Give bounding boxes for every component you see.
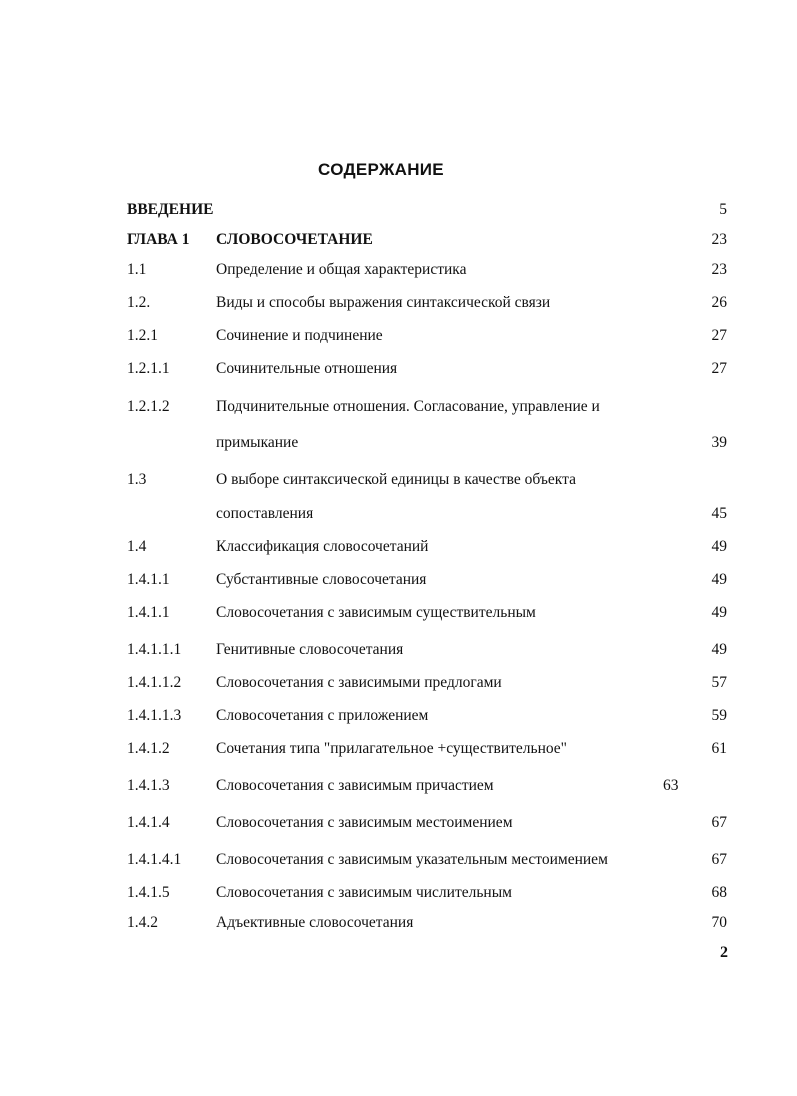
- toc-entry-page: 70: [711, 914, 727, 931]
- toc-entry-page: 23: [711, 231, 727, 248]
- toc-entry-number: 1.2.1.2: [127, 398, 170, 415]
- page-number: 2: [720, 944, 728, 961]
- toc-entry-title: Сочинительные отношения: [216, 360, 398, 377]
- toc-entry-title: СЛОВОСОЧЕТАНИЕ: [216, 231, 373, 248]
- toc-entry-number: 1.4.1.1: [127, 571, 170, 588]
- toc-entry-page: 27: [711, 360, 727, 377]
- toc-entry-number: 1.4.1.4: [127, 814, 170, 831]
- toc-entry-number: 1.4.1.1.3: [127, 707, 182, 724]
- toc-entry-number: 1.4.1.3: [127, 777, 170, 794]
- toc-entry-number: 1.2.1: [127, 327, 158, 344]
- toc-entry-number: 1.2.: [127, 294, 151, 311]
- toc-entry-title: Адъективные словосочетания: [216, 914, 414, 931]
- toc-entry-page: 49: [711, 641, 727, 658]
- toc-entry-title: Классификация словосочетаний: [216, 538, 429, 555]
- toc-entry-number: 1.3: [127, 471, 147, 488]
- toc-entry-number: 1.4.1.5: [127, 884, 170, 901]
- toc-entry-title: Словосочетания с зависимыми предлогами: [216, 674, 502, 691]
- toc-entry-title: Подчинительные отношения. Согласование, управление и: [216, 398, 600, 415]
- toc-entry-page: 26: [711, 294, 727, 311]
- toc-entry-number: ГЛАВА 1: [127, 231, 190, 248]
- toc-entry-title: Сочинение и подчинение: [216, 327, 383, 344]
- toc-entry-page: 68: [711, 884, 727, 901]
- toc-entry-page: 59: [711, 707, 727, 724]
- toc-entry-title: Виды и способы выражения синтаксической связи: [216, 294, 551, 311]
- toc-entry-number: 1.4.1.1.1: [127, 641, 182, 658]
- toc-entry-number: 1.2.1.1: [127, 360, 170, 377]
- toc-entry-page: 5: [719, 201, 727, 218]
- toc-entry-page: 49: [711, 571, 727, 588]
- toc-entry-title: Генитивные словосочетания: [216, 641, 404, 658]
- toc-entry-title: Словосочетания с зависимым числительным: [216, 884, 512, 901]
- toc-entry-title: Словосочетания с зависимым существительным: [216, 604, 536, 621]
- toc-entry-title: О выборе синтаксической единицы в качестве объекта: [216, 471, 576, 488]
- page-title: СОДЕРЖАНИЕ: [318, 160, 444, 179]
- toc-entry-page: 57: [711, 674, 727, 691]
- toc-entry-number: ВВЕДЕНИЕ: [127, 201, 214, 218]
- toc-entry-title: примыкание: [216, 434, 299, 451]
- toc-entry-title: Словосочетания с зависимым указательным местоимением: [216, 851, 608, 868]
- toc-entry-page: 67: [711, 851, 727, 868]
- toc-entry-title: Словосочетания с зависимым причастием: [216, 777, 494, 794]
- toc-entry-number: 1.1: [127, 261, 147, 278]
- toc-entry-number: 1.4.1.4.1: [127, 851, 182, 868]
- toc-entry-title: Субстантивные словосочетания: [216, 571, 427, 588]
- toc-entry-number: 1.4.1.2: [127, 740, 170, 757]
- toc-entry-title: Определение и общая характеристика: [216, 261, 467, 278]
- toc-entry-number: 1.4.1.1: [127, 604, 170, 621]
- toc-entry-page: 27: [711, 327, 727, 344]
- toc-entry-title: Сочетания типа "прилагательное +существительное": [216, 740, 568, 757]
- toc-entry-page: 67: [711, 814, 727, 831]
- toc-entry-page: 39: [711, 434, 727, 451]
- toc-entry-title: сопоставления: [216, 505, 314, 522]
- toc-entry-number: 1.4.2: [127, 914, 158, 931]
- toc-entry-page: 49: [711, 604, 727, 621]
- toc-entry-title: Словосочетания с зависимым местоимением: [216, 814, 513, 831]
- toc-entry-page: 45: [711, 505, 727, 522]
- toc-entry-page: 63: [663, 777, 679, 794]
- toc-entry-number: 1.4.1.1.2: [127, 674, 182, 691]
- toc-entry-page: 49: [711, 538, 727, 555]
- toc-entry-title: Словосочетания с приложением: [216, 707, 429, 724]
- toc-entry-number: 1.4: [127, 538, 147, 555]
- toc-entry-page: 23: [711, 261, 727, 278]
- toc-entry-page: 61: [711, 740, 727, 757]
